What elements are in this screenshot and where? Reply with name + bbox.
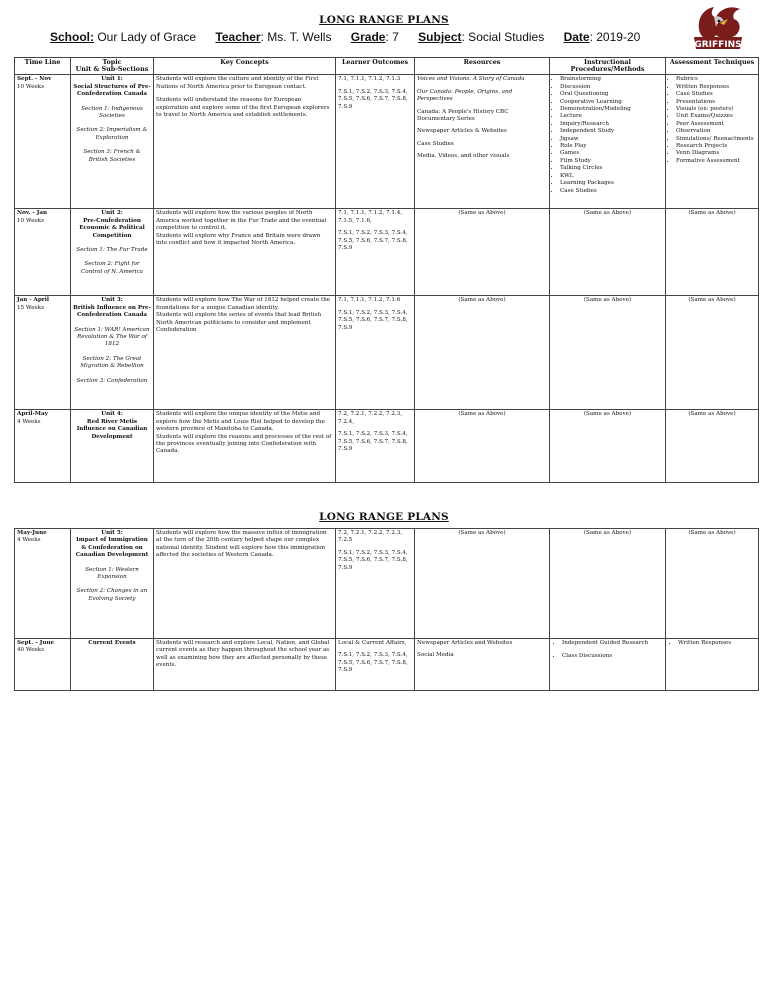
outcomes-cell: 7.1, 7.1.1, 7.1.2, 7.1.6 7.S.1, 7.S.2, 7.S.3, 7.S.4, 7.S.5, 7.S.6, 7.S.7, 7.S.8, 7.S.9 <box>336 296 415 410</box>
concepts-cell: Students will explore the culture and identity of the First Nations of North America prior to European contact. Students will understand the reasons for European exploration and explore some of the first European explorers to travel to North America and establish settlements. <box>154 75 336 209</box>
methods-cell: (Same as Above) <box>550 209 666 296</box>
timeline-cell: April-May 4 Weeks <box>15 410 71 483</box>
timeline-cell: Nov. - Jan 10 Weeks <box>15 209 71 296</box>
topic-cell: Unit 2: Pre-Confederation Economic & Political Competition Section 1: The Fur Trade Section 2: Fight for Control of N. America <box>71 209 154 296</box>
col-header-outcomes: Learner Outcomes <box>336 58 415 75</box>
concepts-cell: Students will explore the unique identity of the Metis and explore how the Metis and Louis Riel helped to develop the western province of Manitoba to Canada. Students will explore the reasons and processes of the rest of the provinces eventually joining into Confederation with Canada. <box>154 410 336 483</box>
topic-cell: Unit 1: Social Structures of Pre-Confederation Canada Section 1: Indigenous Societies Section 2: Imperialism & Exploration Section 3: French & British Societies <box>71 75 154 209</box>
timeline-cell: Sept. – June 40 Weeks <box>15 639 71 691</box>
plans-table-2 <box>14 528 759 691</box>
table-row <box>15 296 759 410</box>
col-header-timeline: Time Line <box>15 58 71 75</box>
col-header-assessment: Assessment Techniques <box>666 58 759 75</box>
resources-cell: (Same as Above) <box>415 410 550 483</box>
table-row <box>15 529 759 639</box>
outcomes-cell: 7.2, 7.2.1, 7.2.2, 7.2.3, 7.2.4, 7.S.1, 7.S.2, 7.S.3, 7.S.4, 7.S.5, 7.S.6, 7.S.7, 7.S.8, 7.S.9 <box>336 410 415 483</box>
subject-field: Subject: Social Studies <box>418 30 545 44</box>
methods-list: • Independent Guided Research • Class Discussions <box>552 640 663 661</box>
methods-cell <box>550 75 666 209</box>
outcomes-cell: 7.1, 7.1.1, 7.1.2, 7.1.4, 7.1.5, 7.1.6, 7.S.1, 7.S.2, 7.S.3, 7.S.4, 7.S.5, 7.S.6, 7.S.7, 7.S.8, 7.S.9 <box>336 209 415 296</box>
outcomes-cell: 7.1, 7.1.1, 7.1.2, 7.1.3 7.S.1, 7.S.2, 7.S.3, 7.S.4, 7.S.5, 7.S.6, 7.S.7, 7.S.8, 7.S.9 <box>336 75 415 209</box>
methods-cell: (Same as Above) <box>550 296 666 410</box>
page-title-repeat: LONG RANGE PLANS <box>319 511 449 523</box>
grade-field: Grade: 7 <box>350 30 399 44</box>
table-row <box>15 410 759 483</box>
assessment-cell: (Same as Above) <box>666 209 759 296</box>
topic-cell: Current Events <box>71 639 154 691</box>
table-row <box>15 639 759 691</box>
methods-cell: (Same as Above) <box>550 410 666 483</box>
outcomes-cell: 7.2, 7.2.1, 7.2.2, 7.2.3, 7.2.5 7.S.1, 7.S.2, 7.S.3, 7.S.4, 7.S.5, 7.S.6, 7.S.7, 7.S.8, 7.S.9 <box>336 529 415 639</box>
methods-cell: (Same as Above) <box>550 529 666 639</box>
col-header-topic: Topic Unit & Sub-Sections <box>71 58 154 75</box>
methods-list: • Brainstorming • Discussion • Oral Questioning • Cooperative Learning • Demonstration/Modeling • Lecture • Inquiry/Research • Independent Study • Jigsaw • Role Play • Games • Film Study • Talking Circles • KWL • Learning Packages • Case Studies <box>552 76 663 195</box>
assessment-list: • Written Responses <box>668 640 756 647</box>
outcomes-cell: Local & Current Affairs, 7.S.1, 7.S.2, 7.S.3, 7.S.4, 7.S.5, 7.S.6, 7.S.7, 7.S.8, 7.S.9 <box>336 639 415 691</box>
topic-cell: Unit 3: British Influence on Pre-Confederation Canada Section 1: WAR! American Revolution & The War of 1812 Section 2: The Great Migration & Rebellion Section 3: Confederation <box>71 296 154 410</box>
col-header-methods: Instructional Procedures/Methods <box>550 58 666 75</box>
griffin-logo <box>690 3 746 57</box>
header-row <box>15 58 759 75</box>
resources-cell: (Same as Above) <box>415 529 550 639</box>
table-row <box>15 209 759 296</box>
resources-cell: (Same as Above) <box>415 296 550 410</box>
concepts-cell: Students will explore how The War of 1812 helped create the foundations for a unique Canadian identity. Students will explore the series of events that lead British North American politicians to consider and implement Confederation <box>154 296 336 410</box>
resources-cell: Voices and Visions: A Story of Canada Our Canada: People, Origins, and Perspectives Canada: A People's History CBC Documentary Series Newspaper Articles & Websites Case Studies Media, Videos, and other visuals <box>415 75 550 209</box>
concepts-cell: Students will explore how the massive influx of immigration at the turn of the 20th century helped shape our complex national identity. Student will explore how this immigration affected the societies of Western Canada. <box>154 529 336 639</box>
teacher-field: Teacher: Ms. T. Wells <box>215 30 332 44</box>
assessment-cell: (Same as Above) <box>666 529 759 639</box>
page-title: LONG RANGE PLANS <box>319 14 449 26</box>
col-header-concepts: Key Concepts <box>154 58 336 75</box>
plans-table-1 <box>14 57 759 483</box>
timeline-cell: Jan - April 15 Weeks <box>15 296 71 410</box>
resources-cell: (Same as Above) <box>415 209 550 296</box>
topic-cell: Unit 5: Impact of Immigration & Confederation on Canadian Development Section 1: Western Expansion Section 2: Changes in an Evolving Society <box>71 529 154 639</box>
logo-text: GRIFFINS <box>694 40 742 50</box>
methods-cell <box>550 639 666 691</box>
col-header-resources: Resources <box>415 58 550 75</box>
school-field: School: Our Lady of Grace <box>50 30 197 44</box>
assessment-cell <box>666 75 759 209</box>
header-info <box>50 30 656 44</box>
table-row <box>15 75 759 209</box>
timeline-cell: Sept. - Nov 10 Weeks <box>15 75 71 209</box>
concepts-cell: Students will research and explore Local, Nation, and Global current events as they happen throughout the school year as well as examining how they are affected personally by these events. <box>154 639 336 691</box>
resources-cell: Newspaper Articles and Websites Social Media <box>415 639 550 691</box>
assessment-cell: (Same as Above) <box>666 410 759 483</box>
topic-cell: Unit 4: Red River Metis Influence on Canadian Development <box>71 410 154 483</box>
timeline-cell: May-June 4 Weeks <box>15 529 71 639</box>
concepts-cell: Students will explore how the various peoples of North America worked together in the Fur Trade and the eventual competition to control it. Students will explore why France and Britain were drawn into conflict and how it impacted North America. <box>154 209 336 296</box>
date-field: Date: 2019-20 <box>563 30 641 44</box>
assessment-cell <box>666 639 759 691</box>
assessment-cell: (Same as Above) <box>666 296 759 410</box>
assessment-list: • Rubrics • Written Responses • Case Studies • Presentations • Visuals (ex: posters) • Unit Exams/Quizzes • Peer Assessment • Observation • Simulations/ Reenactments • Research Projects • Venn Diagrams • Formative Assessment <box>668 76 756 165</box>
